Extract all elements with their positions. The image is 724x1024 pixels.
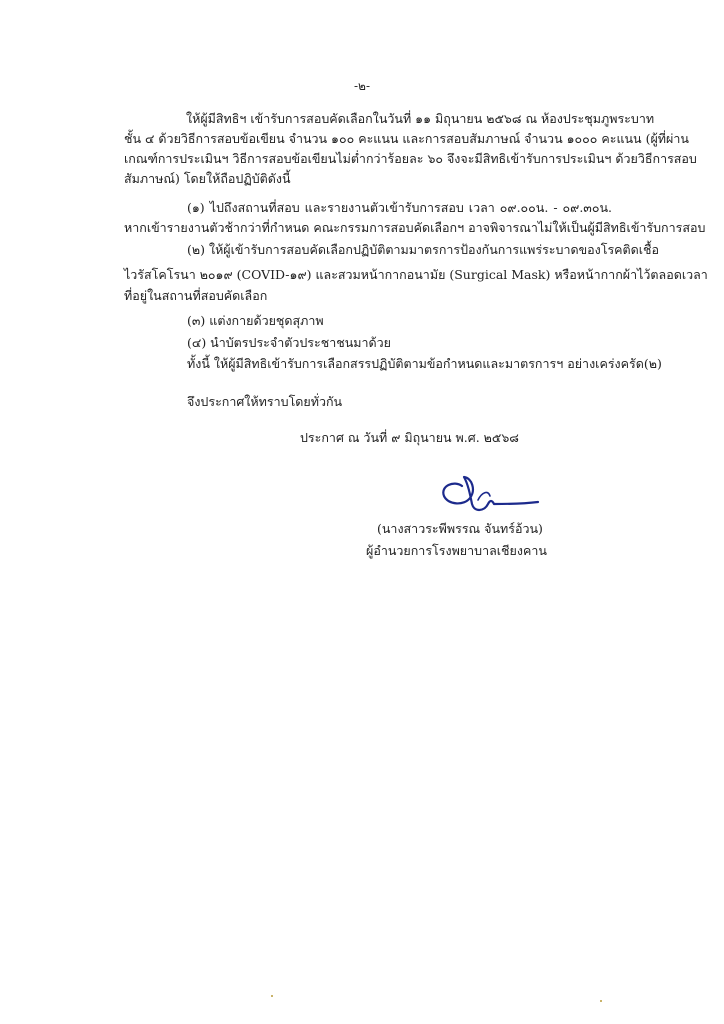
- item-4: (๔) นำบัตรประจำตัวประชาชนมาด้วย: [187, 335, 391, 350]
- item-2-line-1: (๒) ให้ผู้เข้ารับการสอบคัดเลือกปฏิบัติตามมาตรการป้องกันการแพร่ระบาดของโรคติดเชื้อ: [187, 242, 660, 257]
- signatory-position: ผู้อำนวยการโรงพยาบาลเชียงคาน: [366, 543, 547, 558]
- scan-speck: [271, 995, 273, 997]
- paragraph-1-line-3: เกณฑ์การประเมินฯ วิธีการสอบข้อเขียนไม่ต่ำกว่าร้อยละ ๖๐ จึงจะมีสิทธิเข้ารับการประเมินฯ ด้วยวิธีการสอบ: [124, 151, 697, 166]
- signature-stroke: [443, 477, 538, 510]
- signatory-name: (นางสาวระพีพรรณ จันทร์อ้วน): [377, 521, 543, 536]
- signature-flourish: [478, 493, 490, 500]
- item-1-line-2: หากเข้ารายงานตัวช้ากว่าที่กำหนด คณะกรรมการสอบคัดเลือกฯ อาจพิจารณาไม่ให้เป็นผู้มีสิทธิเข้ารับการสอบ: [124, 220, 706, 235]
- paragraph-1-line-2: ชั้น ๔ ด้วยวิธีการสอบข้อเขียน จำนวน ๑๐๐ คะแนน และการสอบสัมภาษณ์ จำนวน ๑๐๐๐ คะแนน (ผู้ที่ผ่าน: [124, 131, 689, 146]
- conclusion-line: ทั้งนี้ ให้ผู้มีสิทธิเข้ารับการเลือกสรรปฏิบัติตามข้อกำหนดและมาตรการฯ อย่างเคร่งครัด(๒): [187, 356, 662, 371]
- scan-speck: [600, 1000, 602, 1002]
- item-3: (๓) แต่งกายด้วยชุดสุภาพ: [187, 313, 324, 328]
- page-number: -๒-: [353, 79, 371, 93]
- item-2-line-2: ไวรัสโคโรนา ๒๐๑๙ (COVID-๑๙) และสวมหน้ากากอนามัย (Surgical Mask) หรือหน้ากากผ้าไว้ตลอดเวลา: [124, 267, 708, 282]
- paragraph-1-line-1: ให้ผู้มีสิทธิฯ เข้ารับการสอบคัดเลือกในวันที่ ๑๑ มิถุนายน ๒๕๖๘ ณ ห้องประชุมภูพระบาท: [186, 111, 655, 126]
- item-2-line-3: ที่อยู่ในสถานที่สอบคัดเลือก: [124, 288, 268, 303]
- paragraph-1-line-4: สัมภาษณ์) โดยให้ถือปฏิบัติดังนี้: [124, 171, 291, 186]
- item-1-line-1: (๑) ไปถึงสถานที่สอบ และรายงานตัวเข้ารับการสอบ เวลา ๐๙.๐๐น. - ๐๙.๓๐น.: [187, 200, 612, 215]
- signature-image: [432, 474, 542, 520]
- announcement-line: จึงประกาศให้ทราบโดยทั่วกัน: [187, 394, 343, 409]
- announcement-date: ประกาศ ณ วันที่ ๙ มิถุนายน พ.ศ. ๒๕๖๘: [300, 430, 519, 445]
